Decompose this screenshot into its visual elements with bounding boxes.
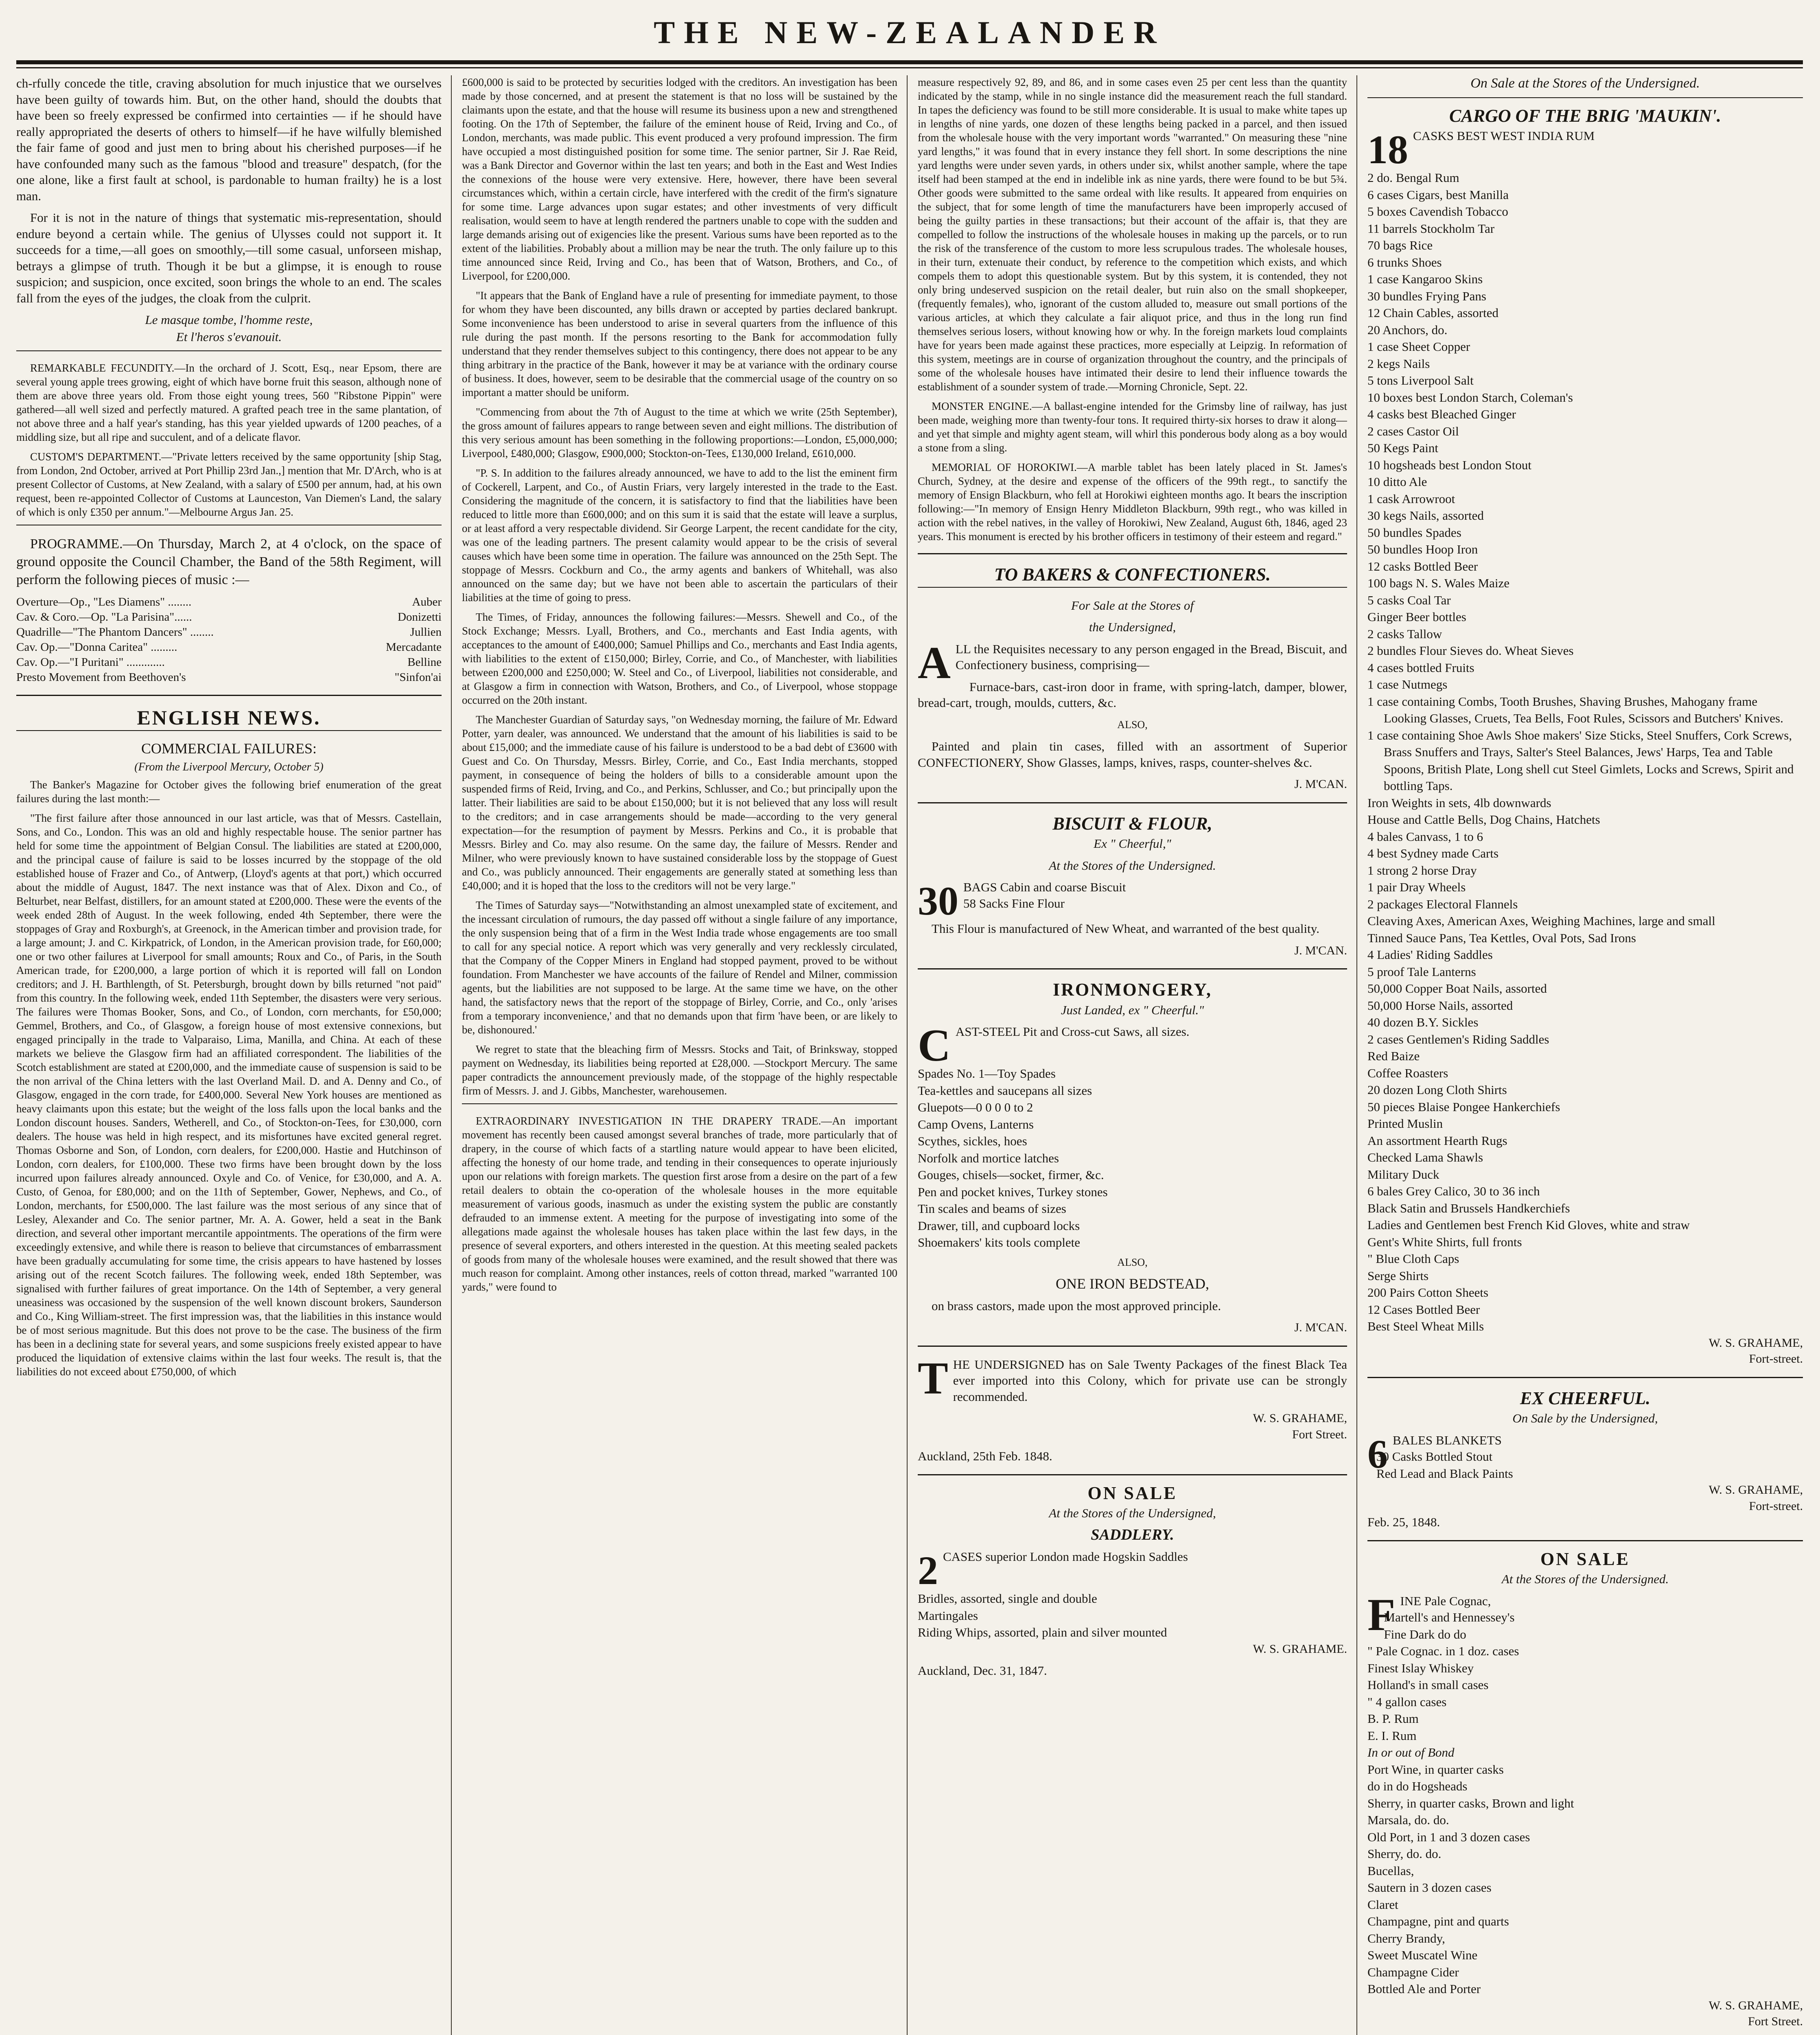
advert-line: ONE IRON BEDSTEAD, <box>1056 1276 1209 1292</box>
list-item: 5 proof Tale Lanterns <box>1367 964 1476 979</box>
list-item: 50,000 Copper Boat Nails, assorted <box>1367 981 1547 996</box>
list-item: Champagne Cider <box>1367 1965 1459 1979</box>
list-item: 30 Casks Bottled Stout <box>1376 1449 1493 1464</box>
list-item: Cherry Brandy, <box>1367 1931 1445 1945</box>
advert-body: This Flour is manufactured of New Wheat, and warranted of the best quality. <box>932 921 1319 936</box>
list-item: 5 casks Coal Tar <box>1367 593 1451 607</box>
advert-signature: W. S. GRAHAME. <box>1253 1642 1347 1656</box>
list-item: Gent's White Shirts, full fronts <box>1367 1234 1522 1249</box>
list-item: Port Wine, in quarter casks <box>1367 1762 1504 1777</box>
divider <box>918 1346 1347 1347</box>
list-item: In or out of Bond <box>1367 1745 1455 1759</box>
list-item: 30 bundles Frying Pans <box>1367 289 1486 303</box>
list-item: 2 casks Tallow <box>1367 626 1442 641</box>
article-paragraph: EXTRAORDINARY INVESTIGATION IN THE DRAPERY TRADE.—An important movement has recently been caused amongst several branches of trade, more particularly that of drapery, in the course of which facts of a startling nature would appear to have been elicited, affecting the honesty of our home trade, and tending in their consequences to operate injuriously upon our relations with foreign markets. The question first arose from a desire on the part of a few retail dealers to obtain the co-operation of the wholesale houses in the more equitable measurement of various goods, inasmuch as under the existing system the public are constantly defrauded to an immense extent. A meeting for the purpose of investigating into some of the allegations made against the wholesale houses has taken place within the last few days, in the presence of several exporters, and others interested in the question. At this meeting sealed packets of goods from many of the wholesale houses were examined, and the result showed that there was much reason for complaint. Among other instances, reels of cotton thread, marked "warranted 100 yards," were found to <box>462 1115 897 1293</box>
also-label: ALSO, <box>1117 1256 1148 1268</box>
advert-signature: W. S. GRAHAME, <box>1708 1483 1803 1497</box>
article-paragraph: ch-rfully concede the title, craving absolution for much injustice that we ourselves have been guilty of towards him. But, on the other hand, should the doubts that have been so freely expressed be confirmed into certainties — if he should have really appropriated the deserts of others to himself—if he have wilfully blemished the fair fame of good and just men to bring about his cherished purposes—if he have confounded many such as the famous "blood and treasure" despatch, (for the one alone, like a first fault at school, is pardonable to human frailty) he is a lost man. <box>16 76 442 203</box>
programme-row: Presto Movement from Beethoven's "Sinfon'ai <box>16 671 442 684</box>
list-item: Sautern in 3 dozen cases <box>1367 1880 1492 1895</box>
article-title: COMMERCIAL FAILURES: <box>141 740 317 757</box>
list-item: 12 Chain Cables, assorted <box>1367 306 1499 320</box>
list-item: 10 boxes best London Starch, Coleman's <box>1367 390 1573 405</box>
list-item: 6 bales Grey Calico, 30 to 36 inch <box>1367 1184 1540 1198</box>
advert-signature: J. M'CAN. <box>1294 943 1347 957</box>
advert-subtitle: the Undersigned, <box>1089 620 1176 634</box>
advert-title: CARGO OF THE BRIG 'MAUKIN'. <box>1449 105 1721 126</box>
divider <box>16 730 442 731</box>
advert-body: HE UNDERSIGNED has on Sale Twenty Packages of the finest Black Tea ever imported into this Colony, which for private use can be strongly recommended. <box>953 1357 1347 1404</box>
advert-title: ON SALE <box>1087 1483 1177 1503</box>
advert-title: BISCUIT & FLOUR, <box>1052 813 1212 834</box>
list-item: 6 trunks Shoes <box>1367 255 1442 269</box>
article-paragraph: The Manchester Guardian of Saturday says, "on Wednesday morning, the failure of Mr. Edward Potter, yarn dealer, was announced. We understand that the amount of his liabilities is said to be about £15,000; and the immediate cause of his failure is understood to be a bad debt of £3600 with Guest and Co. On Thursday, Messrs. Birley, Corrie, and Co., East India merchants, stopped payment, in consequence of being the holders of bills to a considerable amount upon the suspended firms of Reid, Irving, and Co., and Perkins, Schlusser, and Co.; but principally upon the latter. Their liabilities are said to be about £150,000; but it is not believed that any loss will result to the creditors; and in case arrangements should be made—according to the very general expectation—for the resumption of payment by Messrs. Perkins and Co., it is probable that Messrs. Birley and Co. may also resume. On the same day, the failure of Messrs. Render and Milner, who were previously known to have sustained considerable loss by the stoppage of Guest and Co., was publicly announced. Their engagements are generally stated at something less than £40,000; and it is hoped that the loss to the creditors will not be very large." <box>462 713 897 892</box>
list-item: 1 case Sheet Copper <box>1367 339 1470 354</box>
article-paragraph: measure respectively 92, 89, and 86, and in some cases even 25 per cent less than the quantity indicated by the stamp, while in no single instance did the measurement reach the full standard. In tapes the deficiency was found to be still more considerable. It is usual to make white tapes up in lengths of nine yards, one dozen of these lengths being packed in a parcel, and then issued from the wholesale house with the very important words "warranted." On measuring these "nine yard lengths," it was found that in every instance they fell short. In some descriptions the nine yard lengths were under seven yards, in others under six, whilst another sample, where the tape itself had been stamped at the end in indelible ink as nine yards, there were found to be but 5¾. Other goods were submitted to the same ordeal with like results. It appeared from enquiries on the subject, that for some length of time the manufacturers have been improperly accused of being the guilty parties in these transactions; but their account of the affair is, that they are compelled to follow the instructions of the wholesale houses in making up the parcels, or to run the risk of the transference of the custom to more less scrupulous trades. The wholesale houses, in their turn, extenuate their conduct, by reference to the competition which exists, and which compels them to adopt this questionable system. But by this system, it is contended, they not only bring undeserved suspicion on the retail dealer, but ruin also on the small shopkeeper, (frequently females), who, ignorant of the custom alluded to, measure out small portions of the various articles, at which they calculate a fair aliquot price, and thus in the long run find themselves serious losers, without knowing how or why. In the foreign markets loud complaints have for years been made against these practices, more especially at Leipzig. In reformation of this system, meetings are in course of organization throughout the country, and the principals of some of the wholesale houses have intimated their desire to lend their influence towards the establishment of a sounder system of trade.—Morning Chronicle, Sept. 22. <box>918 76 1347 393</box>
list-item: Sherry, in quarter casks, Brown and light <box>1367 1796 1574 1810</box>
article-paragraph: £600,000 is said to be protected by securities lodged with the creditors. An investigation has been made by those concerned, and at present the statement is that no loss will be sustained by the claimants upon the estate, and that the house will resume its business upon a new and strengthened footing. On the 17th of September, the failure of the eminent house of Reid, Irving and Co., of London, merchants, was made public. This event produced a very profound impression. The firm have occupied a most distinguished position for some time. The senior partner, Sir J. Rae Reid, was a Bank Director and Governor within the last ten years; and both in the East and West Indies the connexions of the house were very extensive. Here, however, there have been several circumstances which, within a certain circle, have interfered with the credit of the firm's signature for some time. Large advances upon sugar estates; and other investments of very difficult realisation, would seem to have at length rendered the partners unable to cope with the sudden and large demands arising out of exigencies like the present. Various sums have been reported as to the extent of the liabilities. Probably about a million may be near the truth. The only failure up to this time announced since Reid, Irving and Co., has been that of Watson, Brothers, and Co., of Liverpool, for £200,000. <box>462 76 897 282</box>
divider <box>1367 1377 1803 1378</box>
list-item: Ladies and Gentlemen best French Kid Gloves, white and straw <box>1367 1218 1690 1232</box>
advert-line: CASKS BEST WEST INDIA RUM <box>1413 129 1595 143</box>
advert-signature: Fort-street. <box>1749 1499 1803 1513</box>
advert-body: LL the Requisites necessary to any person engaged in the Bread, Biscuit, and Confectionery business, comprising— <box>955 641 1347 672</box>
programme-list <box>16 595 442 685</box>
news-item: REMARKABLE FECUNDITY.—In the orchard of J. Scott, Esq., near Epsom, there are several young apple trees growing, eight of which have borne fruit this season, although none of them are above three years old. From those eight young trees, 560 "Ribstone Pippin" were gathered—all well sized and perfectly matured. A grafted peach tree in the same plantation, of not above three and a half year's standing, has this year yielded upwards of 1200 peaches, of a middling size, but all ripe and succulent, and of a delicate flavor. <box>16 362 442 443</box>
list-item: 50 bundles Spades <box>1367 525 1461 540</box>
advert-date: Auckland, Dec. 31, 1847. <box>918 1663 1047 1678</box>
advert-body: AST-STEEL Pit and Cross-cut Saws, all sizes. <box>955 1024 1190 1039</box>
list-item: Sweet Muscatel Wine <box>1367 1948 1478 1962</box>
list-item: 1 pair Dray Wheels <box>1367 880 1466 894</box>
divider <box>918 1474 1347 1475</box>
list-item: Holland's in small cases <box>1367 1678 1489 1692</box>
advert-item-list <box>1367 1448 1803 1482</box>
list-item: 20 dozen Long Cloth Shirts <box>1367 1083 1507 1097</box>
article-paragraph: For it is not in the nature of things that systematic mis-representation, should endure beyond a certain while. The genius of Ulysses could not support it. It succeeds for a time,—all goes on smoothly,—till some casual, unforseen mishap, betrays a glimpse of truth. Though it be but a glimpse, it is enough to rouse suspicion; and suspicion, once excited, soon brings the whole to an end. The scales fall from the eyes of the judges, the cloak from the culprit. <box>16 210 442 305</box>
drop-number: 2 <box>918 1548 938 1593</box>
list-item: Spades No. 1—Toy Spades <box>918 1066 1056 1081</box>
cargo-item-list <box>1367 169 1803 1335</box>
column-separator <box>451 75 452 2035</box>
list-item: Best Steel Wheat Mills <box>1367 1319 1484 1333</box>
list-item: Military Duck <box>1367 1167 1439 1182</box>
also-label: ALSO, <box>1117 718 1148 731</box>
list-item: Iron Weights in sets, 4lb downwards <box>1367 795 1551 810</box>
list-item: 12 casks Bottled Beer <box>1367 559 1478 573</box>
advert-subtitle: On Sale by the Undersigned, <box>1512 1411 1658 1425</box>
news-item: MEMORIAL OF HOROKIWI.—A marble tablet has been lately placed in St. James's Church, Sydney, at the desire and expense of the officers of the 99th regt., to sanctify the memory of Ensign Blackburn, who fell at Horokiwi eighteen months ago. It bears the inscription following:—"In memory of Ensign Henry Middleton Blackburn, 99th regt., who was killed in action with the rebel natives, in the valley of Horokiwi, New Zealand, August 6th, 1846, aged 23 years. This monument is erected by his brother officers in testimony of their esteem and regard." <box>918 461 1347 543</box>
list-item: 50,000 Horse Nails, assorted <box>1367 998 1513 1013</box>
advert-subtitle: At the Stores of the Undersigned, <box>1049 1506 1216 1520</box>
list-item: Finest Islay Whiskey <box>1367 1661 1474 1675</box>
list-item: 4 bales Canvass, 1 to 6 <box>1367 829 1483 844</box>
list-item: Shoemakers' kits tools complete <box>918 1235 1081 1249</box>
divider <box>1367 1540 1803 1541</box>
verse-line: Et l'heros s'evanouit. <box>176 329 282 344</box>
divider <box>918 587 1347 588</box>
drop-number: 6 <box>1367 1431 1388 1477</box>
advert-line: BALES BLANKETS <box>1393 1433 1502 1447</box>
advert-item-list <box>918 1065 1347 1251</box>
list-item: Printed Muslin <box>1367 1116 1443 1131</box>
list-item: 2 kegs Nails <box>1367 356 1430 371</box>
list-item: 1 case Nutmegs <box>1367 677 1448 691</box>
advert-title: IRONMONGERY, <box>1053 980 1212 1000</box>
list-item: " Pale Cognac. in 1 doz. cases <box>1367 1644 1519 1658</box>
article-paragraph: "The first failure after those announced in our last article, was that of Messrs. Castellain, Sons, and Co., London. This was an old and highly respectable house. The senior partner has held for some time the appointment of Belgian Consul. The liabilities are stated at £200,000, and the principal cause of failure is said to be losses incurred by the stoppage of the old established house of Frazer and Co., of Antwerp, (Lloyd's agents at that port,) which occurred about the middle of August, 1847. The next instance was that of Alex. Dixon and Co., of Belturbet, near Belfast, distillers, for an amount stated at £200,000. These were the events of the week ended 28th of August. In the week following, ended 4th September, there were the stoppages of Gray and Roxburgh's, at Greenock, in the American timber and provision trade, for a large amount; J. and C. Kirkpatrick, of London, in the American provision trade, for £60,000; one or two other failures at Liverpool for small amounts; Roux and Co., of Paris, in the South American trade, for £200,000, a large portion of which it is reported will fall on London creditors; and J. H. Barthlength, of St. Petersburgh, brought down by bills returned "not paid" from this country. In the following week, ended 11th September, the disasters were very serious. The failures were Thomas Booker, Sons, and Co., of London, corn merchants, for £50,000; Gemmel, Brothers, and Co., of Glasgow, a foreign house of most extensive connexions, but engaged principally in the trade to Valparaiso, Lima, Manilla, and China. At each of these markets we believe the Glasgow firm had an affiliated correspondent. The liabilities of the Scotch establishment are stated at £200,000, and the immediate cause of suspension is said to be the non arrival of the China letters with the last Overland Mail. D. and A. Denny and Co., of Glasgow, engaged in the corn trade, for £400,000. Several New York houses are mentioned as heavy claimants upon this estate; but the weight of the loss falls upon the local banks and the London discount houses. Sanders, Wetherell, and Co., of Stockton-on-Tees, for £30,000, corn dealers. The house was held in high respect, and its misfortunes have excited general regret. Thomas Osborne and Son, of London, corn dealers, for £200,000. Hastie and Hutchinson of London, corn dealers, for £100,000. These two firms have been brought down by the loss incurred upon failures already announced. Oxyle and Co. of Venice, for £30,000, and A. A. Custo, of Genoa, for £80,000; and on the 11th of September, Gower, Nephews, and Co., of London, merchants, for £500,000. The last failure was the most serious of any since that of Lesley, Alexander and Co. The senior partner, Mr. A. A. Gower, held a seat in the Bank direction, and several other important mercantile appointments. The operations of the firm were exceedingly extensive, and while there is reason to believe that circumstances of embarrassment have been gradually accumulating for some time, the crisis appears to have hastened by losses arising out of the recent Scotch failures. The following week, ended 18th September, was signalised with further failures of great importance. On the 14th of September, a very general uneasiness was occasioned by the suspension of the well known discount brokers, Saunderson and Co., King William-street. The first impression was, that the liabilities in this instance would be of most serious magnitude. But this does not prove to be the case. The business of the firm has been in a declining state for several years, and some suspicions freely existed appear to have produced the liquidation of extensive claims within the last four weeks. The result is, that the liabilities do not exceed about £750,000, of which <box>16 812 442 1378</box>
advert-date: Auckland, 25th Feb. 1848. <box>918 1449 1052 1463</box>
list-item: Ginger Beer bottles <box>1367 610 1466 624</box>
advert-header: On Sale at the Stores of the Undersigned. <box>1470 76 1700 91</box>
list-item: 50 pieces Blaise Pongee Hankerchiefs <box>1367 1099 1560 1114</box>
advert-signature: J. M'CAN. <box>1294 1321 1347 1334</box>
article-paragraph: "Commencing from about the 7th of August to the time at which we write (25th September), the gross amount of failures appears to range between seven and eight millions. The distribution of this very serious amount has been something in the following proportions:—London, £5,000,000; Liverpool, £480,000; Glasgow, £900,000; Stockton-on-Tees, £130,000 Ireland, £610,000. <box>462 406 897 460</box>
advert-line: CASES superior London made Hogskin Saddles <box>943 1549 1188 1564</box>
list-item: 200 Pairs Cotton Sheets <box>1367 1285 1489 1300</box>
column-separator <box>1356 75 1357 2035</box>
column-2 <box>462 75 897 2035</box>
programme-notice: PROGRAMME.—On Thursday, March 2, at 4 o'clock, on the space of ground opposite the Council Chamber, the Band of the 58th Regiment, will perform the following pieces of music :— <box>16 536 442 587</box>
advert-subtitle: Ex " Cheerful," <box>1094 836 1171 851</box>
column-separator <box>907 75 908 2035</box>
advert-date: Feb. 25, 1848. <box>1367 1515 1440 1529</box>
list-item: 4 cases bottled Fruits <box>1367 660 1474 675</box>
column-3 <box>918 75 1347 2035</box>
list-item: Coffee Roasters <box>1367 1066 1448 1080</box>
verse-line: Le masque tombe, l'homme reste, <box>145 313 313 327</box>
article-paragraph: The Times, of Friday, announces the following failures:—Messrs. Shewell and Co., of the Stock Exchange; Messrs. Lyall, Brothers, and Co., merchants and East India agents, with acceptances to the amount of £400,000; Samuel Phillips and Co., merchants and East India agents, with liabilities to the extent of £150,000; Birley, Corrie, and Co., of Manchester, with liabilities between £200,000 and £250,000; W. Steel and Co., of Liverpool, liabilities not considerable, and at Glasgow a firm in connection with Watson, Brothers, and Co., of Liverpool, whose stoppage occurred on the 20th instant. <box>462 611 897 706</box>
list-item: 4 casks best Bleached Ginger <box>1367 407 1516 421</box>
column-4 <box>1367 75 1803 2035</box>
programme-row: Cav. & Coro.—Op. "La Parisina"...... Donizetti <box>16 610 442 624</box>
advert-signature: Fort-street. <box>1749 1352 1803 1365</box>
list-item: Red Lead and Black Paints <box>1376 1466 1513 1481</box>
list-item: 2 cases Gentlemen's Riding Saddles <box>1367 1032 1549 1046</box>
list-item: 50 bundles Hoop Iron <box>1367 542 1478 556</box>
programme-row: Overture—Op., "Les Diamens" ........ Auber <box>16 595 442 608</box>
list-item: B. P. Rum <box>1367 1711 1419 1726</box>
list-item: Checked Lama Shawls <box>1367 1150 1483 1164</box>
advert-item-list <box>918 1590 1347 1641</box>
list-item: Tinned Sauce Pans, Tea Kettles, Oval Pots, Sad Irons <box>1367 930 1636 945</box>
list-item: 1 cask Arrowroot <box>1367 491 1455 506</box>
list-item: 6 cases Cigars, best Manilla <box>1367 187 1509 202</box>
list-item: 12 Cases Bottled Beer <box>1367 1302 1480 1317</box>
list-item: " Blue Cloth Caps <box>1367 1252 1459 1266</box>
advert-body: Painted and plain tin cases, filled with an assortment of Superior CONFECTIONERY, Show Glasses, lamps, knives, rasps, counter-shelves &c. <box>918 739 1347 770</box>
drop-cap: A <box>918 637 951 688</box>
list-item: Cleaving Axes, American Axes, Weighing Machines, large and small <box>1367 914 1715 928</box>
article-paragraph: "P. S. In addition to the failures already announced, we have to add to the list the eminent firm of Cockerell, Larpent, and Co., of Austin Friars, very largely interested in the trade to the East. Considering the magnitude of the concern, it is satisfactory to find that the liabilities have been reduced to little more than £600,000; and on this sum it is said that the estate will leave a surplus, or at least afford a very respectable dividend. Sir George Larpent, the recent candidate for the city, was one of the leading partners. The present calamity would appear to be the crisis of several causes which have been some time in operation. The failure was announced on the 25th Sept. The stoppage of Messrs. Cockburn and Co., the army agents and bankers of Whitehall, was also announced on the same day; but we have not been able to ascertain the particulars of their liabilities at the time of going to press. <box>462 467 897 604</box>
list-item: Red Baize <box>1367 1049 1420 1063</box>
drop-cap: F <box>1367 1589 1396 1640</box>
advert-line: BAGS Cabin and coarse Biscuit <box>963 880 1126 894</box>
list-item: 40 dozen B.Y. Sickles <box>1367 1015 1479 1029</box>
advert-body: on brass castors, made upon the most approved principle. <box>932 1298 1221 1313</box>
list-item: Bottled Ale and Porter <box>1367 1982 1481 1996</box>
advert-subtitle: At the Stores of the Undersigned. <box>1049 858 1216 873</box>
advert-title: ON SALE <box>1540 1549 1630 1569</box>
divider <box>1367 97 1803 98</box>
masthead: THE NEW-ZEALANDER <box>654 15 1166 50</box>
article-paragraph: The Banker's Magazine for October gives the following brief enumeration of the great failures during the last month:— <box>16 778 442 805</box>
article-paragraph: We regret to state that the bleaching firm of Messrs. Stocks and Tait, of Brinksway, stopped payment on Wednesday, its liabilities being reported at £28,000. —Stockport Mercury. The same paper contradicts the announcement previously made, of the stoppage of the highly respectable firm of Messrs. J. and J. Gibbs, Manchester, warehousemen. <box>462 1043 897 1097</box>
list-item: Fine Dark do do <box>1384 1627 1466 1641</box>
programme-row: Quadrille—"The Phantom Dancers" ........ Jullien <box>16 626 442 639</box>
advert-title: EX CHEERFUL. <box>1520 1388 1651 1408</box>
advert-signature: Fort Street. <box>1292 1427 1347 1441</box>
wine-item-list <box>1367 1609 1803 1998</box>
divider <box>918 553 1347 554</box>
list-item: 30 kegs Nails, assorted <box>1367 508 1484 523</box>
masthead-rule <box>16 60 1803 64</box>
divider <box>16 695 442 696</box>
advert-signature: J. M'CAN. <box>1294 777 1347 791</box>
divider <box>918 802 1347 803</box>
programme-row: Cav. Op.—"Donna Caritea" ......... Mercadante <box>16 641 442 654</box>
divider <box>462 1103 897 1104</box>
list-item: Marsala, do. do. <box>1367 1813 1449 1827</box>
list-item: Gouges, chisels—socket, firmer, &c. <box>918 1168 1104 1182</box>
advert-signature: W. S. GRAHAME, <box>1708 1998 1803 2012</box>
list-item: 5 boxes Cavendish Tobacco <box>1367 204 1508 219</box>
list-item: 2 bundles Flour Sieves do. Wheat Sieves <box>1367 643 1574 658</box>
list-item: E. I. Rum <box>1367 1728 1417 1743</box>
list-item: 4 best Sydney made Carts <box>1367 846 1499 860</box>
list-item: Pen and pocket knives, Turkey stones <box>918 1184 1108 1199</box>
list-item: 4 Ladies' Riding Saddles <box>1367 947 1493 962</box>
article-paragraph: The Times of Saturday says—"Notwithstanding an almost unexampled state of excitement, and the incessant circulation of rumours, the day passed off without a single failure of any importance, the only suspension being that of a firm in the West India trade whose engagements are too small to call for any special notice. A report which was very generally and very recklessly circulated, that the Company of the Copper Miners in England had stopped payment, proved to be without foundation. From Manchester we have accounts of the failure of Rendel and Milner, commission agents, but the liabilities are not supposed to be large. At the same time we have, on the other hand, the satisfactory news that the report of the stoppage of Birley, Corrie, and Co., only 'arises from a temporary inconvenience,' and that no demands upon that firm 'have been, or are likely to be, dishonoured.' <box>462 899 897 1036</box>
advert-signature: Fort Street. <box>1748 2015 1803 2028</box>
list-item: 50 Kegs Paint <box>1367 441 1438 455</box>
list-item: 10 ditto Ale <box>1367 475 1427 489</box>
list-item: Black Satin and Brussels Handkerchiefs <box>1367 1201 1570 1215</box>
list-item: 5 tons Liverpool Salt <box>1367 373 1474 387</box>
list-item: Riding Whips, assorted, plain and silver mounted <box>918 1625 1167 1639</box>
list-item: House and Cattle Bells, Dog Chains, Hatchets <box>1367 812 1600 827</box>
list-item: Old Port, in 1 and 3 dozen cases <box>1367 1829 1530 1844</box>
advert-title: TO BAKERS & CONFECTIONERS. <box>994 565 1271 584</box>
list-item: Serge Shirts <box>1367 1268 1429 1283</box>
section-heading: ENGLISH NEWS. <box>137 706 321 729</box>
list-item: 70 bags Rice <box>1367 238 1433 252</box>
article-source: (From the Liverpool Mercury, October 5) <box>134 761 324 773</box>
advert-signature: W. S. GRAHAME, <box>1253 1411 1347 1425</box>
list-item: Tea-kettles and saucepans all sizes <box>918 1083 1092 1098</box>
list-item: Martell's and Hennessey's <box>1384 1610 1515 1624</box>
drop-cap: C <box>918 1020 951 1071</box>
list-item: 1 case containing Combs, Tooth Brushes, Shaving Brushes, Mahogany frame Looking Glasses, Cruets, Tea Bells, Foot Rules, Scissors and Butchers' Knives. <box>1367 694 1783 725</box>
list-item: Claret <box>1367 1897 1398 1912</box>
list-item: 10 hogsheads best London Stout <box>1367 457 1531 472</box>
divider <box>16 350 442 351</box>
list-item: do in do Hogsheads <box>1367 1779 1468 1793</box>
list-item: 20 Anchors, do. <box>1367 322 1448 337</box>
list-item: Champagne, pint and quarts <box>1367 1914 1509 1928</box>
advert-subtitle: For Sale at the Stores of <box>1071 598 1194 613</box>
list-item: Sherry, do. do. <box>1367 1847 1442 1861</box>
list-item: Scythes, sickles, hoes <box>918 1134 1027 1148</box>
advert-signature: W. S. GRAHAME, <box>1708 1336 1803 1350</box>
article-paragraph: "It appears that the Bank of England have a rule of presenting for immediate payment, to those for whom they have been discounted, any bills drawn or accepted by parties declared bankrupt. Some inconvenience has been understood to arise in several quarters from the influence of this rule during the past month. If the persons resorting to the Bank for accommodation fully understand that they render themselves subject to this contingency, there does not appear to be any thing arbitrary in the practice of the Bank, however it may be at variance with the ordinary course of business. It does, however, seem to be desirable that the commercial usage of the country on so important a matter should be uniform. <box>462 289 897 398</box>
list-item: " 4 gallon cases <box>1367 1694 1447 1709</box>
list-item: 1 case Kangaroo Skins <box>1367 272 1483 286</box>
list-item: Martingales <box>918 1608 978 1623</box>
list-item: 2 packages Electoral Flannels <box>1367 897 1518 911</box>
list-item: Norfolk and mortice latches <box>918 1151 1059 1165</box>
list-item: An assortment Hearth Rugs <box>1367 1133 1507 1148</box>
list-item: Tin scales and beams of sizes <box>918 1201 1066 1216</box>
advert-subtitle: At the Stores of the Undersigned. <box>1501 1572 1669 1586</box>
list-item: 1 strong 2 horse Dray <box>1367 863 1477 877</box>
list-item: 2 cases Castor Oil <box>1367 424 1459 438</box>
drop-number: 18 <box>1367 127 1408 172</box>
list-item: 11 barrels Stockholm Tar <box>1367 221 1495 236</box>
list-item: Bucellas, <box>1367 1863 1414 1878</box>
newspaper-page <box>16 8 1803 2035</box>
column-1 <box>16 75 442 2035</box>
list-item: Bridles, assorted, single and double <box>918 1591 1097 1606</box>
advert-body: Furnace-bars, cast-iron door in frame, with spring-latch, damper, blower, bread-cart, trough, moulds, cutters, &c. <box>918 679 1347 710</box>
list-item: 2 do. Bengal Rum <box>1367 171 1459 185</box>
advert-line: INE Pale Cognac, <box>1400 1593 1491 1608</box>
list-item: Drawer, till, and cupboard locks <box>918 1218 1080 1233</box>
advert-line: 58 Sacks Fine Flour <box>963 896 1065 910</box>
masthead-rule-thin <box>16 67 1803 68</box>
divider <box>918 968 1347 969</box>
list-item: 100 bags N. S. Wales Maize <box>1367 576 1510 590</box>
list-item: 1 case containing Shoe Awls Shoe makers' Size Sticks, Steel Snuffers, Cork Screws, Brass Snuffers and Trays, Salter's Steel Balances, Jews' Harps, Tea and Table Spoons, British Plate, Long shell cut Steel Gimlets, Locks and Screws, Spirit and bottling Taps. <box>1367 728 1794 793</box>
drop-cap: T <box>918 1353 948 1404</box>
advert-subtitle: SADDLERY. <box>1091 1526 1174 1543</box>
news-item: MONSTER ENGINE.—A ballast-engine intended for the Grimsby line of railway, has just been made, weighing more than twenty-four tons. It required thirty-six horses to draw it along—and yet that simple and mighty agent steam, will whirl this ponderous body along as a boy would a stone from a sling. <box>918 400 1347 454</box>
news-item: CUSTOM'S DEPARTMENT.—"Private letters received by the same opportunity [ship Stag, from London, 2nd October, arrived at Port Phillip 23rd Jan.,] mention that Mr. D'Arch, who is at present Collector of Customs, at New Zealand, with a salary of £500 per annum, had, at his own request, been re-appointed Collector of Customs at Launceston, Van Diemen's Land, the salary of which is only £350 per annum."—Melbourne Argus Jan. 25. <box>16 451 442 518</box>
drop-number: 30 <box>918 878 958 923</box>
advert-subtitle: Just Landed, ex " Cheerful." <box>1061 1002 1204 1017</box>
programme-row: Cav. Op.—"I Puritani" ............. Belline <box>16 656 442 669</box>
list-item: Camp Ovens, Lanterns <box>918 1117 1034 1131</box>
list-item: Gluepots—0 0 0 0 to 2 <box>918 1100 1033 1114</box>
